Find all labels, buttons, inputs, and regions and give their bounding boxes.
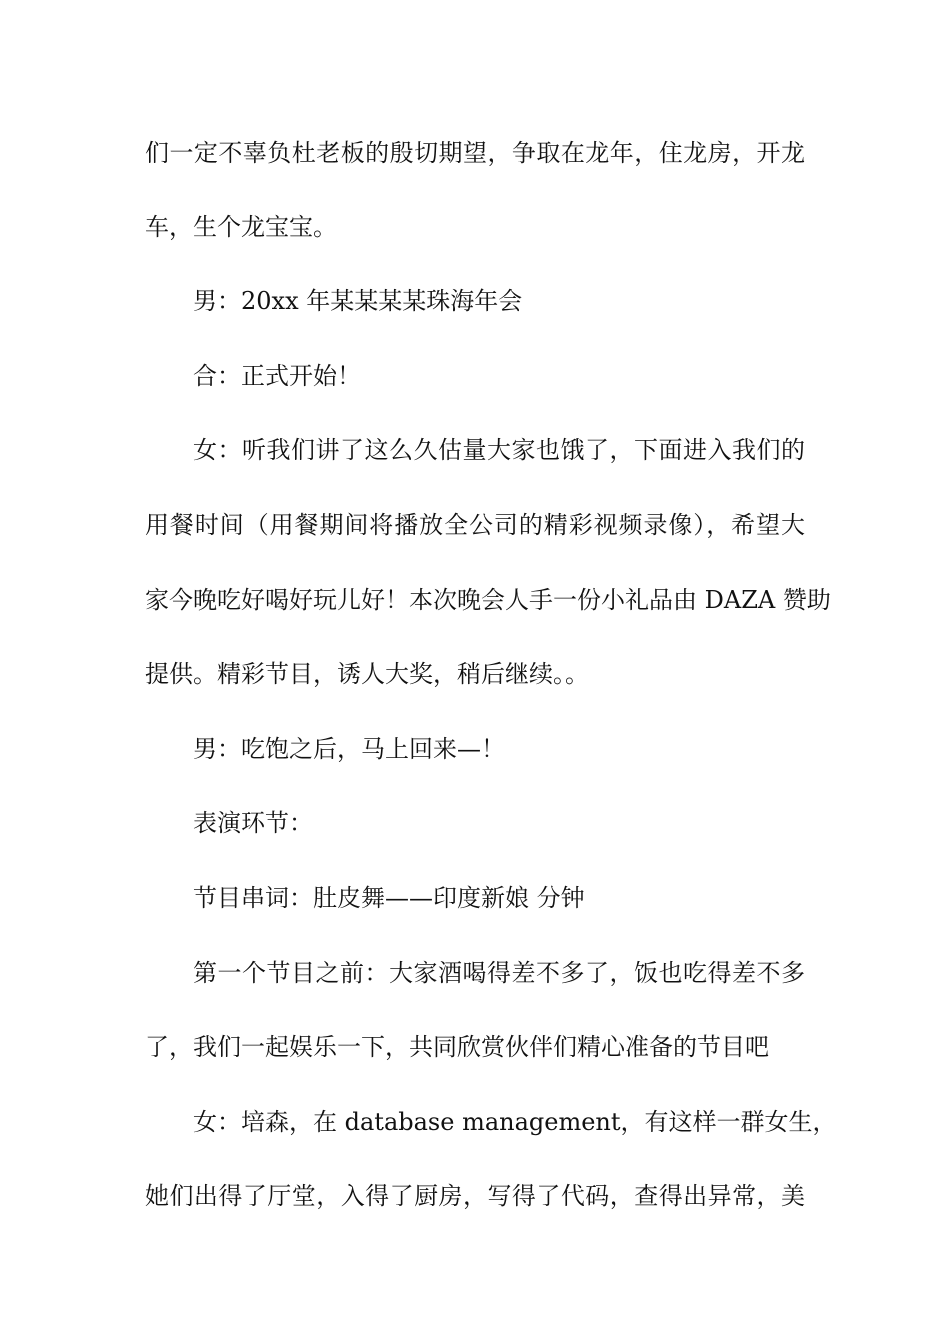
text-line: 用餐时间（用餐期间将播放全公司的精彩视频录像），希望大 xyxy=(145,511,805,539)
text-line: 家今晚吃好喝好玩儿好！本次晚会人手一份小礼品由 DAZA 赞助 xyxy=(145,586,831,614)
text-line: 她们出得了厅堂，入得了厨房，写得了代码，查得出异常，美 xyxy=(145,1182,805,1210)
text-line: 们一定不辜负杜老板的殷切期望，争取在龙年，住龙房，开龙 xyxy=(145,139,805,167)
text-line: 女：培森，在 database management，有这样一群女生， xyxy=(193,1108,837,1136)
text-line: 表演环节： xyxy=(193,809,313,837)
text-line: 车，生个龙宝宝。 xyxy=(145,213,337,241)
text-line: 了，我们一起娱乐一下，共同欣赏伙伴们精心准备的节目吧 xyxy=(145,1033,769,1061)
text-line: 男：吃饱之后，马上回来—！ xyxy=(193,735,505,763)
text-line: 女：听我们讲了这么久估量大家也饿了，下面进入我们的 xyxy=(193,436,805,464)
text-line: 提供。精彩节目，诱人大奖，稍后继续。。 xyxy=(145,660,589,688)
text-line: 第一个节目之前：大家酒喝得差不多了，饭也吃得差不多 xyxy=(193,959,805,987)
text-line: 合：正式开始！ xyxy=(193,362,361,390)
text-line: 节目串词：肚皮舞——印度新娘 分钟 xyxy=(193,884,585,912)
text-line: 男：20xx 年某某某某珠海年会 xyxy=(193,287,523,315)
